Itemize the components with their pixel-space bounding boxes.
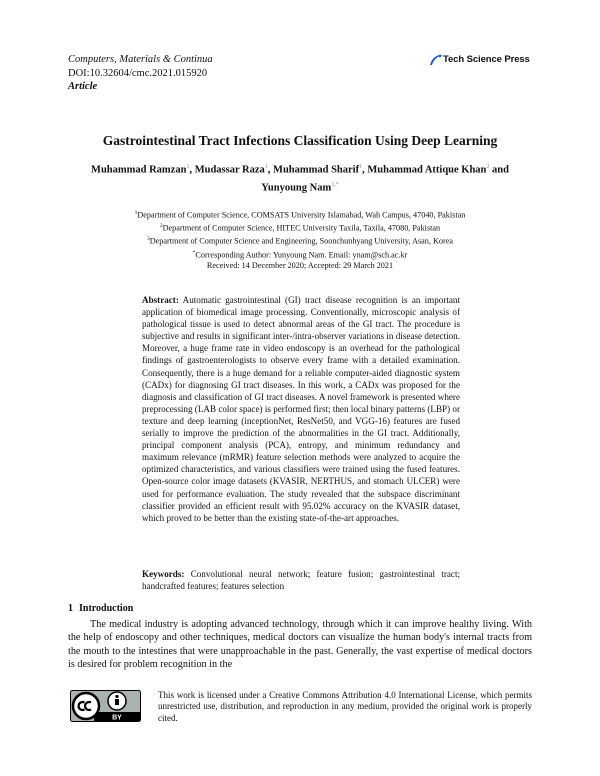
affil-sup: * <box>192 249 196 256</box>
author-name: Muhammad Sharif <box>273 164 360 176</box>
author-affil-sup[interactable]: 1 <box>186 164 190 170</box>
affiliation-line <box>60 234 540 247</box>
doi[interactable]: DOI:10.32604/cmc.2021.015920 <box>68 68 208 79</box>
author-name: Muhammad Ramzan <box>91 164 187 176</box>
license-text: This work is licensed under a Creative Commons Attribution 4.0 International License, which permits unrestricted use, distribution, and reproduction in any medium, provided the original work is properly cited. <box>158 690 532 723</box>
keywords-text: Convolutional neural network; feature fusion; gastrointestinal tract; handcrafted features; features selection <box>142 569 460 592</box>
author-affil-sup[interactable]: 2 <box>486 164 490 170</box>
section-title: Introduction <box>79 603 134 614</box>
author-separator: , <box>267 164 274 176</box>
affiliation-line <box>60 221 540 234</box>
intro-paragraph: The medical industry is adopting advanced technology, through which it can improve healthy living. With the help of endoscopy and other techniques, medical doctors can visualize the human body's internal tracts from the mouth to the intestines that were unapproachable in the past. Generally, the vast expertise of medical doctors is desired for problem recognition in the <box>68 619 532 670</box>
affil-text: Department of Computer Science, COMSATS University Islamabad, Wah Campus, 47040, Pakistan <box>137 210 466 220</box>
publisher-name: Tech Science Press <box>443 54 530 65</box>
author-separator: , <box>362 164 368 176</box>
article-type: Article <box>68 81 98 92</box>
cc-by-license-icon[interactable] <box>70 690 141 722</box>
author-affil-sup[interactable]: 1 <box>264 164 268 170</box>
journal-name: Computers, Materials & Continua <box>68 54 213 65</box>
author-list <box>60 160 540 195</box>
publisher-swoosh-icon <box>428 53 444 67</box>
corresponding-author <box>60 248 540 261</box>
affil-sup: 2 <box>159 223 163 230</box>
keywords <box>142 568 460 592</box>
abstract-label: Abstract: <box>142 295 179 305</box>
affiliations <box>60 208 540 271</box>
author-separator: and <box>489 164 509 176</box>
paper-title: Gastrointestinal Tract Infections Classification Using Deep Learning <box>102 133 498 148</box>
publisher-logo <box>428 53 536 67</box>
abstract <box>142 294 460 524</box>
cc-by-label: BY <box>112 714 122 722</box>
abstract-text: Automatic gastrointestinal (GI) tract disease recognition is an important application of biomedical image processing. Conventionally, microscopic analysis of pathological tissue is used to detect abnormal areas of the GI tract. The procedure is subjective and results in significant inter-/intra-observer variations in disease detection. Moreover, a huge frame rate in video endoscopy is an overhead for the pathological findings of gastroenterologists to observe every frame with a detailed examination. Consequently, there is a huge demand for a reliable computer-aided diagnostic system (CADx) for diagnosing GI tract diseases. In this work, a CADx was proposed for the diagnosis and classification of GI tract diseases. A novel framework is presented where preprocessing (LAB color space) is performed first; then local binary patterns (LBP) or texture and deep learning (inceptionNet, ResNet50, and VGG-16) features are fused serially to improve the prediction of the abnormalities in the GI tract. Additionally, principal component analysis (PCA), entropy, and minimum redundancy and maximum relevance (mRMR) feature selection methods were analyzed to acquire the optimized characteristics, and various classifiers were trained using the fused features. Open-source color image datasets (KVASIR, NERTHUS, and stomach ULCER) were used for performance evaluation. The study revealed that the subspace discriminant classifier provided an efficient result with 95.02% accuracy on the KVASIR dataset, which proved to be better than the existing state-of-the-art approaches. <box>142 295 460 523</box>
affil-text: Department of Computer Science, HITEC University Taxila, Taxila, 47080, Pakistan <box>162 223 441 233</box>
keywords-label: Keywords: <box>142 569 185 579</box>
affil-text: Department of Computer Science and Engineering, Soonchunhyang University, Asan, Korea <box>149 237 453 247</box>
author-name: Yunyoung Nam <box>261 182 332 193</box>
affiliation-line <box>60 208 540 221</box>
section-number: 1 <box>68 603 73 614</box>
author-name: Muhammad Attique Khan <box>367 164 487 176</box>
section-heading <box>68 603 133 614</box>
author-name: Mudassar Raza <box>194 164 265 176</box>
affil-text: Corresponding Author: Yunyoung Nam. Email: ynam@sch.ac.kr <box>195 250 408 260</box>
author-affil-sup[interactable]: 1 <box>359 164 363 170</box>
author-separator: , <box>189 164 195 176</box>
received-dates: Received: 14 December 2020; Accepted: 29 March 2021 <box>206 260 394 270</box>
affil-sup: 1 <box>134 210 138 216</box>
author-affil-sup[interactable]: 3,* <box>331 181 339 188</box>
affil-sup: 3 <box>147 236 150 243</box>
